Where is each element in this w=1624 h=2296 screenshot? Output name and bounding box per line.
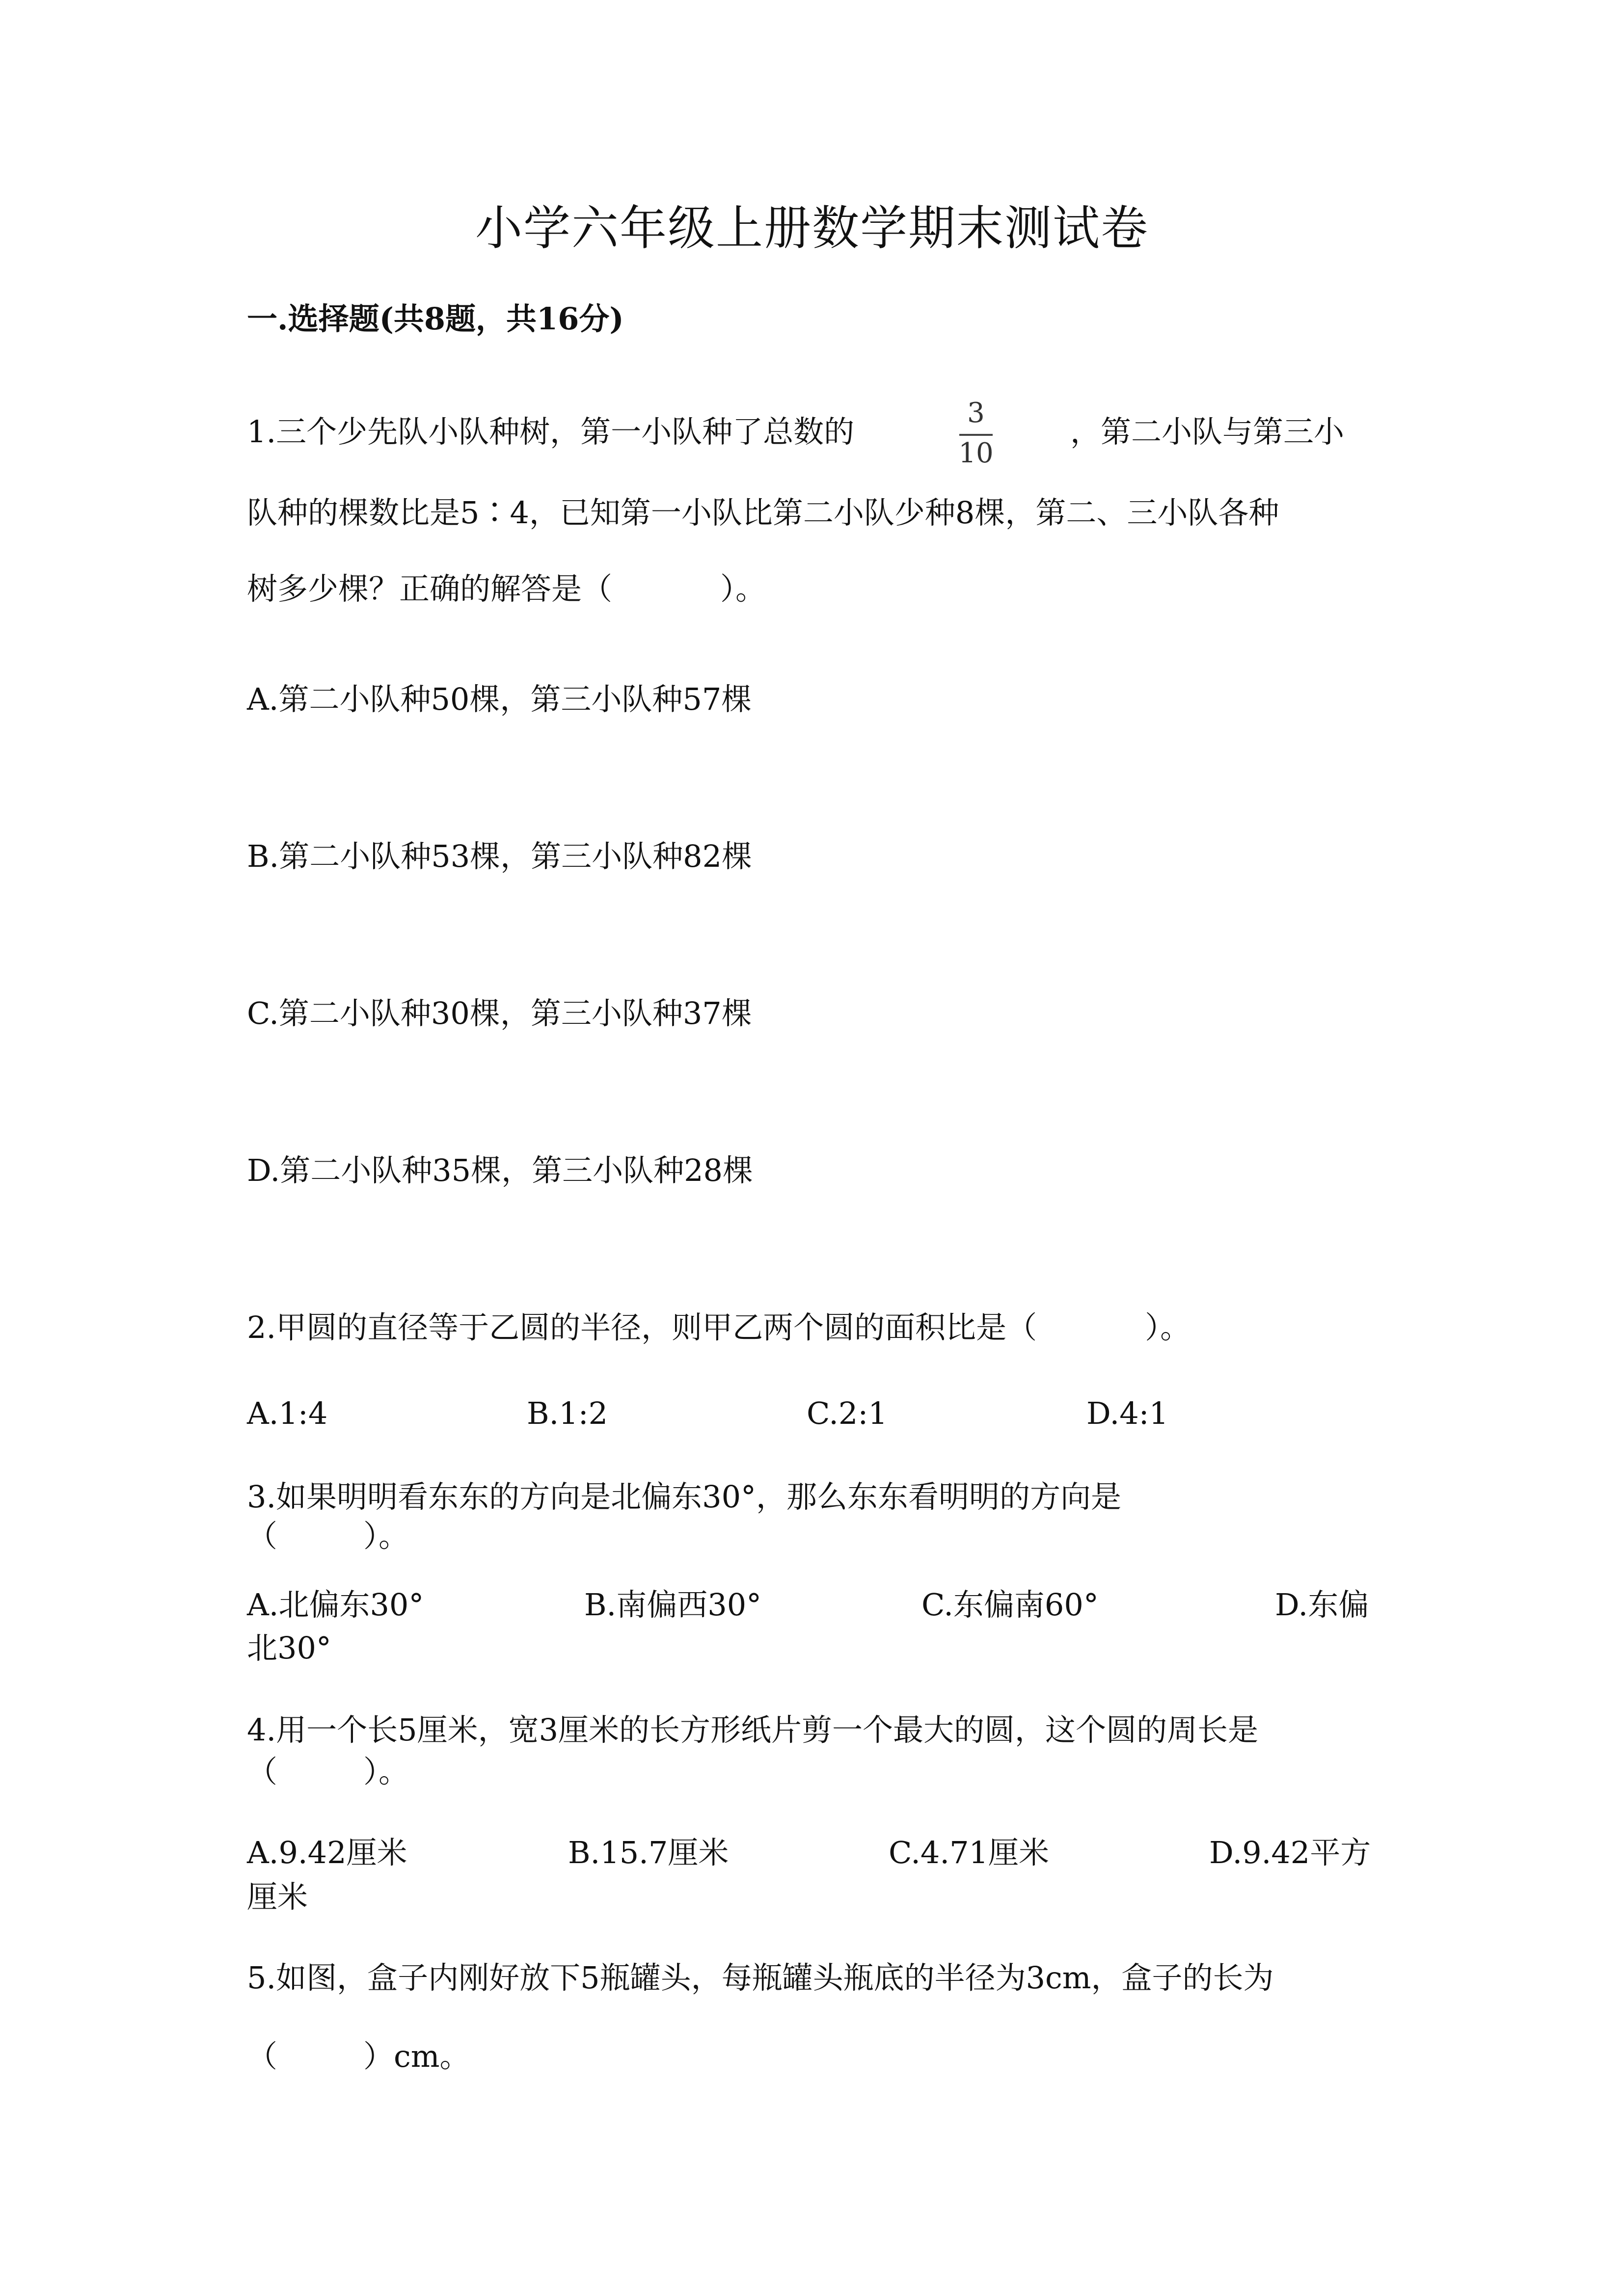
question-4-option-d-continued: 厘米 [247, 1879, 308, 1915]
question-5-line-2 [247, 2037, 470, 2076]
question-3-line-1: 3.如果明明看东东的方向是北偏东30°，那么东东看明明的方向是 [247, 1479, 1122, 1515]
question-2-option-d: D.4:1 [1086, 1395, 1168, 1431]
question-1-line-2: 队种的棵数比是5∶4，已知第一小队比第二小队少种8棵，第二、三小队各种 [247, 495, 1279, 531]
question-3-paren-open: （ [247, 1518, 278, 1554]
question-3-option-c: C.东偏南60° [921, 1587, 1099, 1623]
question-2-text [247, 1308, 1191, 1347]
question-3-option-b: B.南偏西30° [584, 1587, 762, 1623]
question-4-paren-open: （ [247, 1754, 278, 1789]
fraction-bar [959, 434, 993, 436]
section-heading: 一.选择题(共8题，共16分) [247, 301, 624, 337]
question-2-option-b: B.1:2 [527, 1395, 608, 1431]
question-1-line-3 [247, 569, 766, 609]
question-2-prompt: 2.甲圆的直径等于乙圆的半径，则甲乙两个圆的面积比是（ [247, 1309, 1037, 1345]
question-1-prompt-end: ）。 [720, 571, 766, 607]
question-4-line-1: 4.用一个长5厘米，宽3厘米的长方形纸片剪一个最大的圆，这个圆的周长是 [247, 1712, 1259, 1748]
question-5-line-1: 5.如图，盒子内刚好放下5瓶罐头，每瓶罐头瓶底的半径为3cm，盒子的长为 [247, 1960, 1274, 1996]
question-1-line-1 [247, 412, 854, 452]
question-4-option-d: D.9.42平方 [1209, 1835, 1371, 1870]
question-2-prompt-end: ）。 [1145, 1309, 1191, 1345]
question-5-paren-close: ）cm。 [363, 2038, 470, 2074]
question-3-paren-close: ）。 [363, 1518, 409, 1554]
question-1-option-a: A.第二小队种50棵，第三小队种57棵 [247, 681, 752, 717]
question-4-paren-close: ）。 [363, 1754, 409, 1789]
question-4-line-2 [247, 1752, 409, 1791]
question-2-option-c: C.2:1 [807, 1395, 888, 1431]
question-4-option-c: C.4.71厘米 [889, 1835, 1049, 1870]
question-1-option-c: C.第二小队种30棵，第三小队种37棵 [247, 995, 752, 1031]
fraction-denominator: 10 [958, 437, 994, 469]
question-2-option-a: A.1:4 [247, 1395, 328, 1431]
fraction-numerator: 3 [967, 397, 985, 429]
question-4-option-a: A.9.42厘米 [247, 1835, 407, 1870]
question-3-line-2 [247, 1517, 409, 1556]
question-4-option-b: B.15.7厘米 [568, 1835, 729, 1870]
question-3-option-d: D.东偏 [1275, 1587, 1369, 1623]
question-1-prompt: 树多少棵？正确的解答是（ [247, 571, 613, 607]
page-title: 小学六年级上册数学期末测试卷 [475, 201, 1149, 256]
question-5-paren-open: （ [247, 2038, 278, 2074]
question-1-option-d: D.第二小队种35棵，第三小队种28棵 [247, 1152, 753, 1188]
question-3-option-a: A.北偏东30° [247, 1587, 424, 1623]
question-3-option-d-continued: 北30° [247, 1630, 331, 1666]
question-1-text-before-fraction: 1.三个少先队小队种树，第一小队种了总数的 [247, 414, 855, 450]
question-1-option-b: B.第二小队种53棵，第三小队种82棵 [247, 838, 753, 874]
question-1-line-1-after: ，第二小队与第三小 [1070, 414, 1345, 450]
fraction-three-tenths [956, 398, 996, 471]
